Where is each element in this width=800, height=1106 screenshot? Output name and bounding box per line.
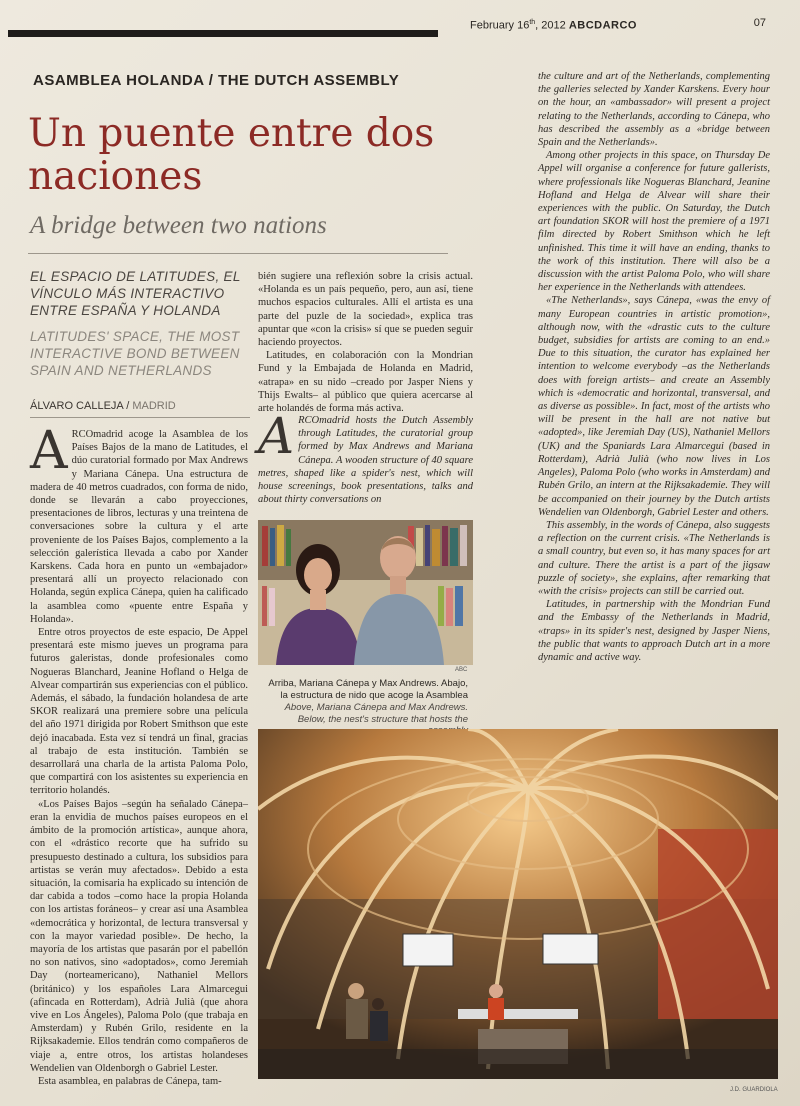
photo-credit: ABC	[455, 667, 468, 673]
byline-author: ÁLVARO CALLEJA	[30, 400, 124, 412]
paragraph: bién sugiere una reflexión sobre la crisis actual. «Holanda es un país pequeño, pero, aun así, tiene muchos espacios culturales. Allí el artista es una parte del puzle de la sociedad», explica tras apuntar que «con la crisis» sí que se pueden seguir haciendo proyectos.	[258, 271, 473, 349]
article-column-english	[538, 70, 770, 664]
paragraph-text: RCOmadrid acoge la Asamblea de los Países Bajos de la mano de Latitudes, el dúo curatorial formado por Max Andrews y Mariana Cánepa. Una estructura de madera de 40 metros cuadrados, con forma de nido, donde se llevarán a cabo proyecciones, presentaciones de libros, lecturas y una treintena de conversaciones sobre la cultura y el arte proveniente de los Países Bajos, complemento a la selección galerística llevada a cabo por Xander Karskens. Cada hora en punto un «embajador» presentará allí un proyecto relacionado con Holanda, según explica Cánepa, quien ha calificado la asamblea como «puente entre España y Holanda».	[30, 429, 248, 625]
header-date: February 16	[470, 19, 530, 32]
paragraph: Esta asamblea, en palabras de Cánepa, tam-	[38, 1075, 222, 1087]
paragraph	[30, 421, 248, 626]
drop-cap: A	[258, 407, 295, 465]
portrait-illustration	[258, 520, 473, 665]
drop-cap: A	[30, 421, 68, 481]
english-intro	[258, 407, 473, 506]
paragraph: the culture and art of the Netherlands, complementing the galleries selected by Xander Karskens. Every hour on the hour, an «ambassador» will present a project relating to the Netherlands, according to Cánepa, who has described the assembly as a «bridge between Spain and the Netherlands».	[538, 71, 770, 149]
paragraph: «The Netherlands», says Cánepa, «was the envy of many European countries in artistic promotion», although now, with the «drastic cuts to the culture budget, subsidies for artists are coming to an end.» Due to this situation, the curator has explained her intention to welcome everybody –as the Netherlands does with foreign artists– and create an Assembly which is «democratic and horizontal, transversal, and as diverse as possible». In fact, most of the artists who will be present in the hall are not native but «adopted», like Jeremiah Day (US), Nathaniel Mellors (UK) and the Spaniards Lara Almarcegui (based in Rotterdam), Adrià Julià (who now lives in Los Angeles), Paloma Polo (who works in Amsterdam) and Rubén Grilo, an intern at the Rijksakademie. They will be accompanied on their journey by the Dutch artists Wendelien van Oldenborgh, Gabriel Lester and others.	[538, 295, 770, 518]
section-title: ASAMBLEA HOLANDA / THE DUTCH ASSEMBLY	[33, 72, 400, 89]
header-brand: ABCDARCO	[568, 19, 637, 32]
paragraph: This assembly, in the words of Cánepa, also suggests a reflection on the current crisis. «The Netherlands is a small country, but even so, it has many spaces for art and culture. There the artist is a part of the jigsaw puzzle of society», she explains, after remarking that «with the crisis» projects can still be carried out.	[538, 519, 770, 597]
subheadline: A bridge between two nations	[30, 212, 327, 239]
paragraph: Latitudes, en colaboración con la Mondrian Fund y la Embajada de Holanda en Madrid, «atrapa» en su nido –creado por Jasper Niens y Thijs Ewalts– al público que quiera acercarse al arte holandés de forma más activa.	[258, 350, 473, 415]
paragraph: Entre otros proyectos de este espacio, De Appel presentará este mismo jueves un programa para futuros galeristas, donde profesionales como Nogueras Blanchard, Jeanine Hofland o Helga de Alvear compartirán sus experiencias con el público. Además, el sábado, la fundación holandesa de arte SKOR realizará una premiere sobre una película del año 1971 dirigida por Robert Smithson que este dejó inacabada. Esta vez sí tendrá un final, gracias al trabajo de esta institución. También se desarrollará una charla de la artista Paloma Polo, que compartirá con los asistentes su experiencia en territorio holandés.	[30, 627, 248, 797]
byline	[30, 400, 176, 412]
lead-english: LATITUDES' SPACE, THE MOST INTERACTIVE BOND BETWEEN SPAIN AND NETHERLANDS	[30, 329, 240, 378]
lead-spanish: EL ESPACIO DE LATITUDES, EL VÍNCULO MÁS INTERACTIVO ENTRE ESPAÑA Y HOLANDA	[30, 269, 241, 318]
header-date-suffix: th	[529, 19, 536, 26]
header-rule	[8, 30, 438, 37]
byline-divider	[30, 417, 250, 418]
article-column-1	[30, 421, 248, 1088]
paragraph: «Los Países Bajos –según ha señalado Cánepa– eran la envidia de muchos países europeos en el ámbito de la promoción artística», aunque ahora, con el «drástico recorte que ha sufrido su presupuesto destinado a cultura, los subsidios para artistas se verán muy afectados». Debido a esta situación, la comisaria ha explicado su intención de dar cabida a todos –como hace la propia Holanda con los artistas foráneos– y crear así una Asamblea «democrática y horizontal, de lectura transversal y con la mayor variedad posible». De hecho, la mayoría de los artistas que pasarán por el pabellón no son nativos, sino «adoptados», como Jeremiah Day (norteamericano), Nathaniel Mellors (británico) y los españoles Lara Almarcegui (afincada en Rotterdam), Adrià Julià (que ahora vive en Los Ángeles), Paloma Polo (que trabaja en Amsterdam) y Rubén Grilo, residente en la Rijksakademie. Ellos tendrán como compañeros de viaje a, entre otros, los artistas holandeses Wendelien van Oldenborgh o Gabriel Lester.	[30, 798, 248, 1074]
photo-credit: J.D. GUARDIOLA	[730, 1087, 778, 1093]
byline-separator: /	[123, 400, 133, 412]
paragraph: Latitudes, in partnership with the Mondrian Fund and the Embassy of the Netherlands in Madrid, «traps» in its spider's nest, designed by Jasper Niens, the public that wants to approach Dutch art in a more dynamic and active way.	[538, 599, 770, 663]
header-year: , 2012	[535, 19, 566, 32]
divider	[28, 253, 448, 254]
portrait-photo	[258, 520, 473, 665]
article-column-2	[258, 270, 473, 415]
nest-structure-photo	[258, 729, 778, 1079]
nest-illustration	[258, 729, 778, 1079]
caption-english: Above, Mariana Cánepa and Max Andrews. Below, the nest's structure that hosts the	[284, 702, 468, 725]
page-number: 07	[753, 17, 766, 29]
paragraph: Among other projects in this space, on Thursday De Appel will organise a conference for future gallerists, where professionals like Nogueras Blanchard, Jeanine Hofland and Helga de Alvear will share their experiences with the public. On Saturday, the Dutch art foundation SKOR will host the premiere of a 1971 film directed by Robert Smithson which he left unfinished. This time it will have an ending, thanks to the work of this institution. There will also be a discussion with the artist Paloma Polo, who will share her experience in the Netherlands with attendees.	[538, 150, 770, 294]
byline-city: MADRID	[132, 400, 176, 412]
headline: Un puente entre dos naciones	[28, 111, 435, 199]
english-intro-text: RCOmadrid hosts the Dutch Assembly through Latitudes, the curatorial group formed by Max Andrews and Mariana Cánepa. A wooden structure of 40 square metres, shaped like a spider's nest, which will house screenings, book presentations, talks and about thirty conversations on	[258, 415, 473, 506]
caption-spanish: Arriba, Mariana Cánepa y Max Andrews. Abajo, la estructura de nido que acoge la Asamblea	[268, 678, 468, 701]
page-header	[470, 19, 637, 32]
